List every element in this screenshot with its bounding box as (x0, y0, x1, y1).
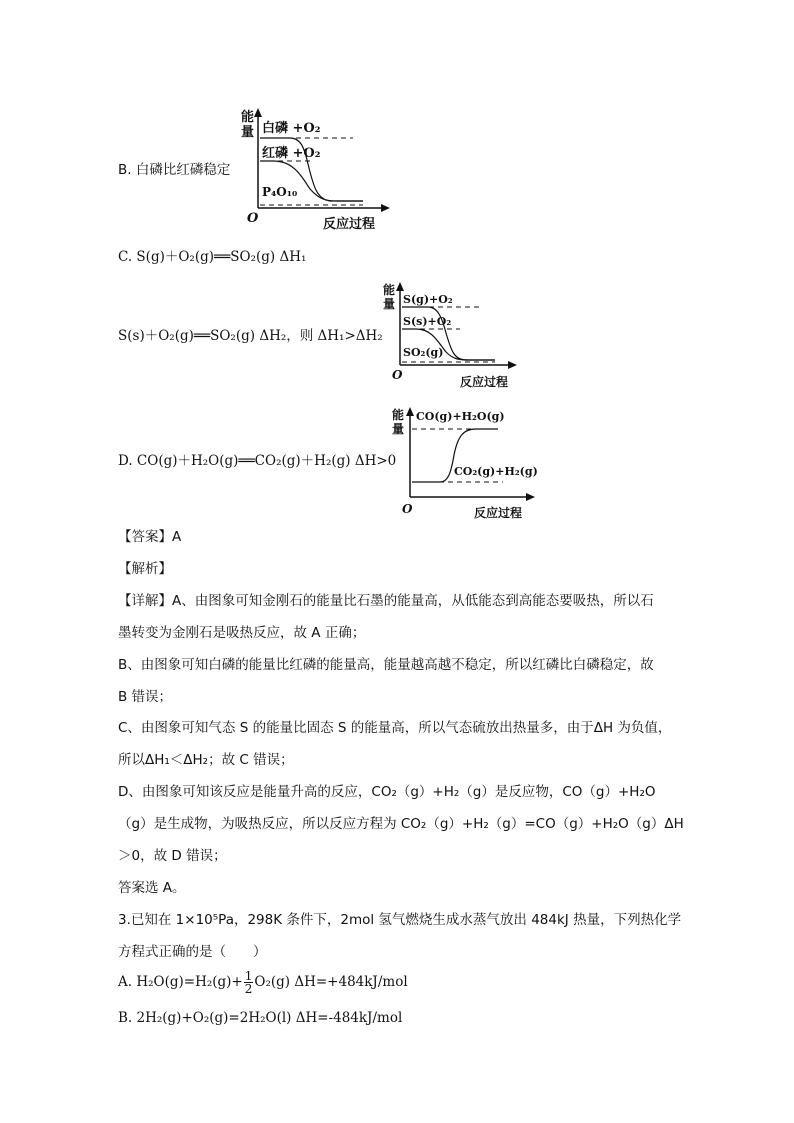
explanation-c-line2: 所以ΔH₁＜ΔH₂；故 C 错误； (118, 752, 294, 768)
option-d-text: D. CO(g)＋H₂O(g)══CO₂(g)＋H₂(g) ΔH>0 (118, 453, 397, 469)
fraction-denominator: 2 (244, 982, 253, 996)
explanation-b-line2: B 错误； (118, 689, 173, 705)
diagram-b-ylabel-1: 能 (241, 110, 255, 125)
question3-option-a-pre: A. H₂O(g)=H₂(g)+ (118, 974, 243, 990)
explanation-a-line1: 【详解】A、由图象可知金刚石的能量比石墨的能量高，从低能态到高能态要吸热，所以石 (118, 593, 654, 609)
question3-stem-line2: 方程式正确的是（ ） (118, 944, 267, 960)
diagram-b-energy-profile (238, 104, 398, 234)
fraction-numerator: 1 (244, 969, 253, 983)
diagram-c-ylabel-2: 量 (383, 297, 396, 311)
diagram-b-ylabel-2: 量 (241, 125, 255, 140)
explanation-c-line1: C、由图象可知气态 S 的能量比固态 S 的能量高，所以气态硫放出热量多，由于ΔH 为负值， (118, 720, 672, 736)
diagram-c-top-label: S(g)+O₂ (403, 293, 453, 306)
diagram-b-xlabel: 反应过程 (323, 217, 376, 232)
diagram-d-bottom-label: CO₂(g)+H₂(g) (454, 465, 538, 478)
diagram-b-bottom-label: P₄O₁₀ (262, 185, 298, 199)
diagram-b-mid-label: 红磷 +O₂ (262, 146, 321, 161)
explanation-conclusion: 答案选 A。 (118, 880, 186, 896)
analysis-heading: 【解析】 (118, 561, 172, 577)
diagram-d-energy-profile (388, 403, 548, 525)
question3-option-b: B. 2H₂(g)+O₂(g)=2H₂O(l) ΔH=-484kJ/mol (118, 1010, 403, 1026)
explanation-d-line3: ＞0，故 D 错误； (118, 848, 227, 864)
diagram-c-ylabel-1: 能 (383, 283, 396, 297)
diagram-c-bottom-label: SO₂(g) (403, 346, 444, 359)
option-b-text: B. 白磷比红磷稳定 (118, 162, 231, 178)
diagram-c-xlabel: 反应过程 (460, 375, 509, 389)
diagram-b-top-label: 白磷 +O₂ (262, 121, 321, 136)
option-c-line2: S(s)＋O₂(g)══SO₂(g) ΔH₂，则 ΔH₁>ΔH₂ (118, 328, 383, 344)
diagram-d-top-label: CO(g)+H₂O(g) (416, 410, 505, 423)
diagram-c-mid-label: S(s)+O₂ (403, 315, 452, 328)
explanation-b-line1: B、由图象可知白磷的能量比红磷的能量高，能量越高越不稳定，所以红磷比白磷稳定，故 (118, 657, 654, 673)
diagram-d-ylabel-2: 量 (392, 422, 405, 436)
diagram-d-origin: O (402, 502, 413, 516)
explanation-d-line1: D、由图象可知该反应是能量升高的反应，CO₂（g）+H₂（g）是反应物，CO（g）+H₂O (118, 784, 656, 800)
diagram-d-ylabel-1: 能 (392, 408, 405, 422)
option-c-line1: C. S(g)＋O₂(g)══SO₂(g) ΔH₁ (118, 249, 307, 265)
question3-option-a-post: O₂(g) ΔH=+484kJ/mol (254, 974, 408, 990)
diagram-c-energy-profile (380, 278, 530, 393)
explanation-a-line2: 墨转变为金刚石是吸热反应，故 A 正确； (118, 625, 366, 641)
fraction-one-half (244, 970, 254, 995)
answer-line: 【答案】A (118, 529, 182, 545)
explanation-d-line2: （g）是生成物，为吸热反应，所以反应方程为 CO₂（g）+H₂（g）=CO（g）+H₂O（g）ΔH (118, 816, 684, 832)
question3-stem-line1: 3.已知在 1×10⁵Pa，298K 条件下，2mol 氢气燃烧生成水蒸气放出 484kJ 热量，下列热化学 (118, 912, 682, 928)
diagram-b-origin: O (247, 211, 259, 226)
diagram-d-xlabel: 反应过程 (474, 506, 523, 520)
diagram-c-origin: O (392, 368, 403, 382)
question3-option-a (118, 970, 408, 995)
